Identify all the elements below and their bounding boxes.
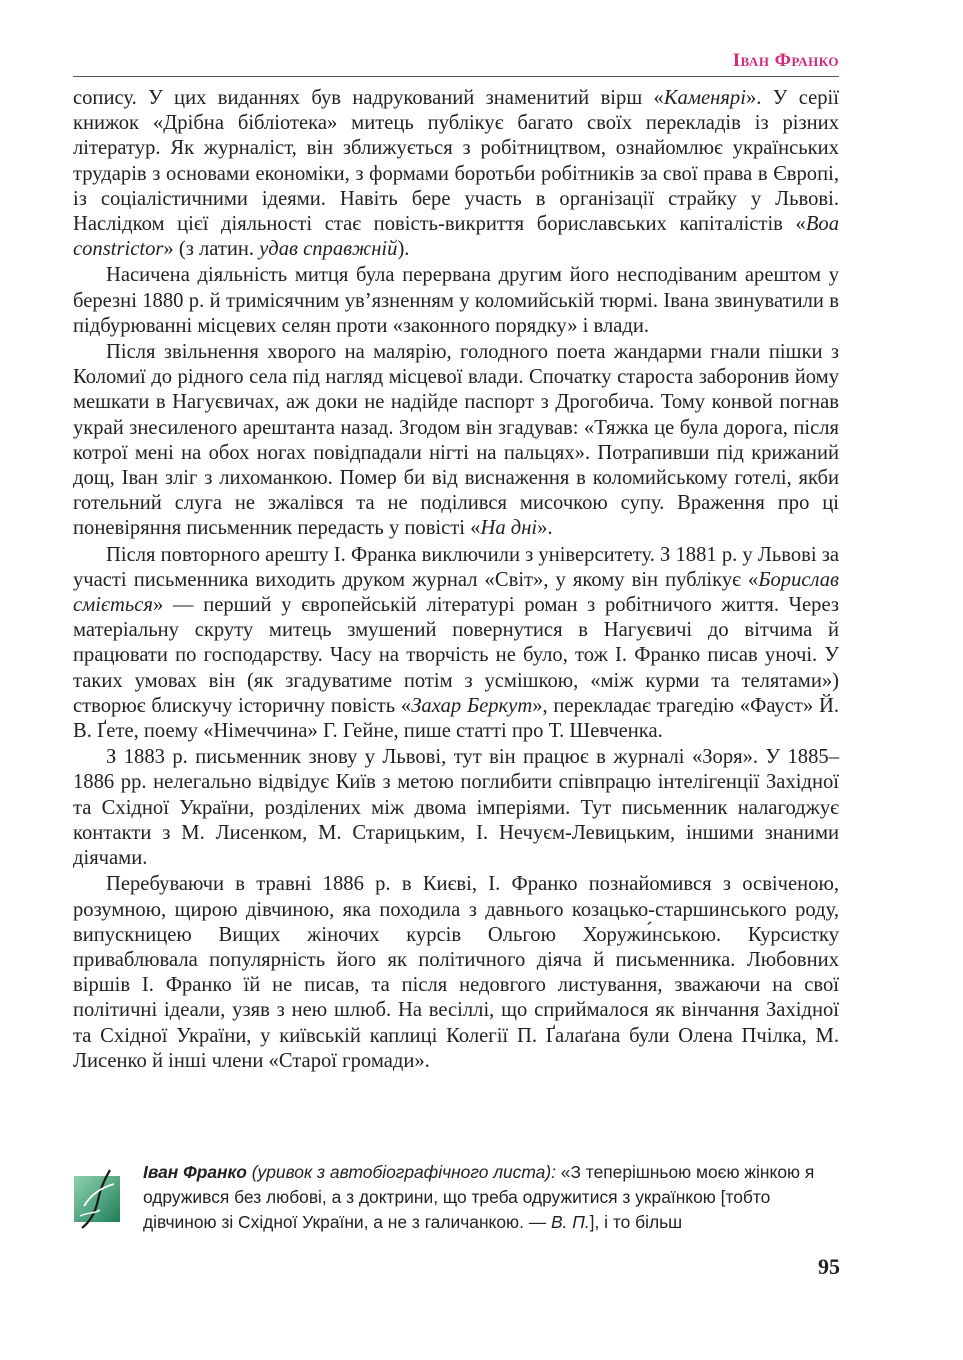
italic-title: Каменярі (663, 87, 746, 109)
text-run: Перебуваючи в травні 1886 р. в Києві, І. Франко познайомився з освіченою, розумною, щирою дівчиною, яка походила з давнього козацько-старшинського роду, випускницею Вищих жіночих курсів Ольгою Хоружи́нською. Курсистку приваблювала популярність його як політичного діяча й письменника. Любовних віршів І. Франко їй не писав, та після недовгого листування, зважаючи на свої політичні ідеали, узяв з нею шлюб. На весіллі, що сприймалося як вінчання Західної та Східної України, у київській каплиці Колегії П. Ґалаґана були Олена Пчілка, М. Лисенко й інші члени «Старої громади». (73, 873, 839, 1072)
quote-source-note: (уривок з автобіографічного листа): (246, 1162, 556, 1182)
text-run: » (з латин. (163, 238, 260, 261)
text-run: Насичена діяльність митця була перервана другим його несподіваним арештом у березні 1880 р. й тримісячним ув’язненням у коломийській тюрмі. Івана звинуватили в підбурюванні місцевих селян проти «законного порядку» і влади. (73, 264, 839, 337)
text-run: Після звільнення хворого на малярію, голодного поета жандарми гнали пішки з Коломиї до рідного села під нагляд місцевої влади. Спочатку староста заборонив йому мешкати в Нагуєвичах, аж доки не надійде паспорт з Дрогобича. Тому конвой погнав украй знесиленого арештанта назад. Згодом він згадував: «Тяжка це була дорога, після котрої мені на обох ногах повідпадали нігті на пальцях». Потрапивши під крижаний дощ, Іван зліг з лихоманкою. Помер би від виснаження в коломийському готелі, якби готельний слуга не зжалівся та не поділився мисочкою супу. Враження про ці поневіряння письменник передасть у повісті « (73, 341, 839, 540)
text-run: ». (537, 517, 553, 540)
editor-initials: В. П. (550, 1212, 590, 1232)
paragraph (73, 745, 839, 871)
paragraph (73, 86, 839, 262)
text-run: ). (397, 238, 410, 261)
paragraph (73, 543, 839, 745)
text-run: сопису. У цих виданнях був надрукований знаменитий вірш « (73, 87, 664, 109)
text-run: », перекладає трагедію «Фауст» Й. В. Ґете, поему «Німеччина» Г. Гейне, пише статті про Т. Шевченка. (73, 694, 839, 743)
quote-author: Іван Франко (143, 1162, 247, 1182)
text-run: » — перший у європейській літературі роман з робітничого життя. Через матеріальну скруту митець змушений повернутися в Нагуєвичі до вітчима й працювати по господарству. Часу на творчість не було, тож І. Франко писав уночі. У таких умовах він (як згадуватиме потім з усмішкою, «між курми та телятами») створює блискучу історичну повість « (73, 594, 839, 717)
main-text (73, 86, 839, 1075)
text-run: З 1883 р. письменник знову у Львові, тут він працює в журналі «Зоря». У 1885–1886 рр. нелегально відвідує Київ з метою поглибити співпрацю інтелігенції Західної та Східної України, розділених між двома імперіями. Тут письменник налагоджує контакти з М. Лисенком, М. Старицьким, І. Нечуєм-Левицьким, іншими знаними діячами. (73, 746, 839, 870)
paragraph (73, 872, 839, 1074)
italic-title: Boa constrictor (73, 213, 839, 261)
text-run: Після повторного арешту І. Франка виключили з університету. З 1881 р. у Львові за участі письменника виходить друком журнал «Світ», у якому він публікує « (73, 543, 839, 591)
page-number: 95 (818, 1254, 840, 1279)
quote-text: «З теперішньою моєю жінкою я одружився без любові, а з доктрини, що треба одружитися з українкою [тобто дівчиною зі Східної України, а не з галичанкою. — (143, 1162, 815, 1232)
autobiography-quote (143, 1160, 843, 1235)
italic-title: Захар Беркут (411, 694, 533, 717)
italic-title: На дні (480, 517, 538, 540)
header-divider (73, 76, 839, 77)
quote-document-icon (70, 1166, 126, 1232)
italic-title: удав справжній (259, 238, 398, 261)
running-header: Іван Франко (732, 50, 839, 71)
paragraph (73, 263, 839, 339)
quote-text-end: ], і то більш (589, 1212, 683, 1232)
text-run: ». У серії книжок «Дрібна бібліотека» митець публікує багато своїх перекладів із різних літератур. Як журналіст, він зближується з робітництвом, ознайомлює українських трударів з основами економіки, з формами боротьби робітників за свої права в Європі, із соціалістичними ідеями. Навіть бере участь в організації страйку у Львові. Наслідком цієї діяльності стає повість-викриття бориславських капіталістів « (73, 87, 839, 236)
italic-title: Борислав сміється (73, 568, 839, 617)
paragraph (73, 340, 839, 542)
